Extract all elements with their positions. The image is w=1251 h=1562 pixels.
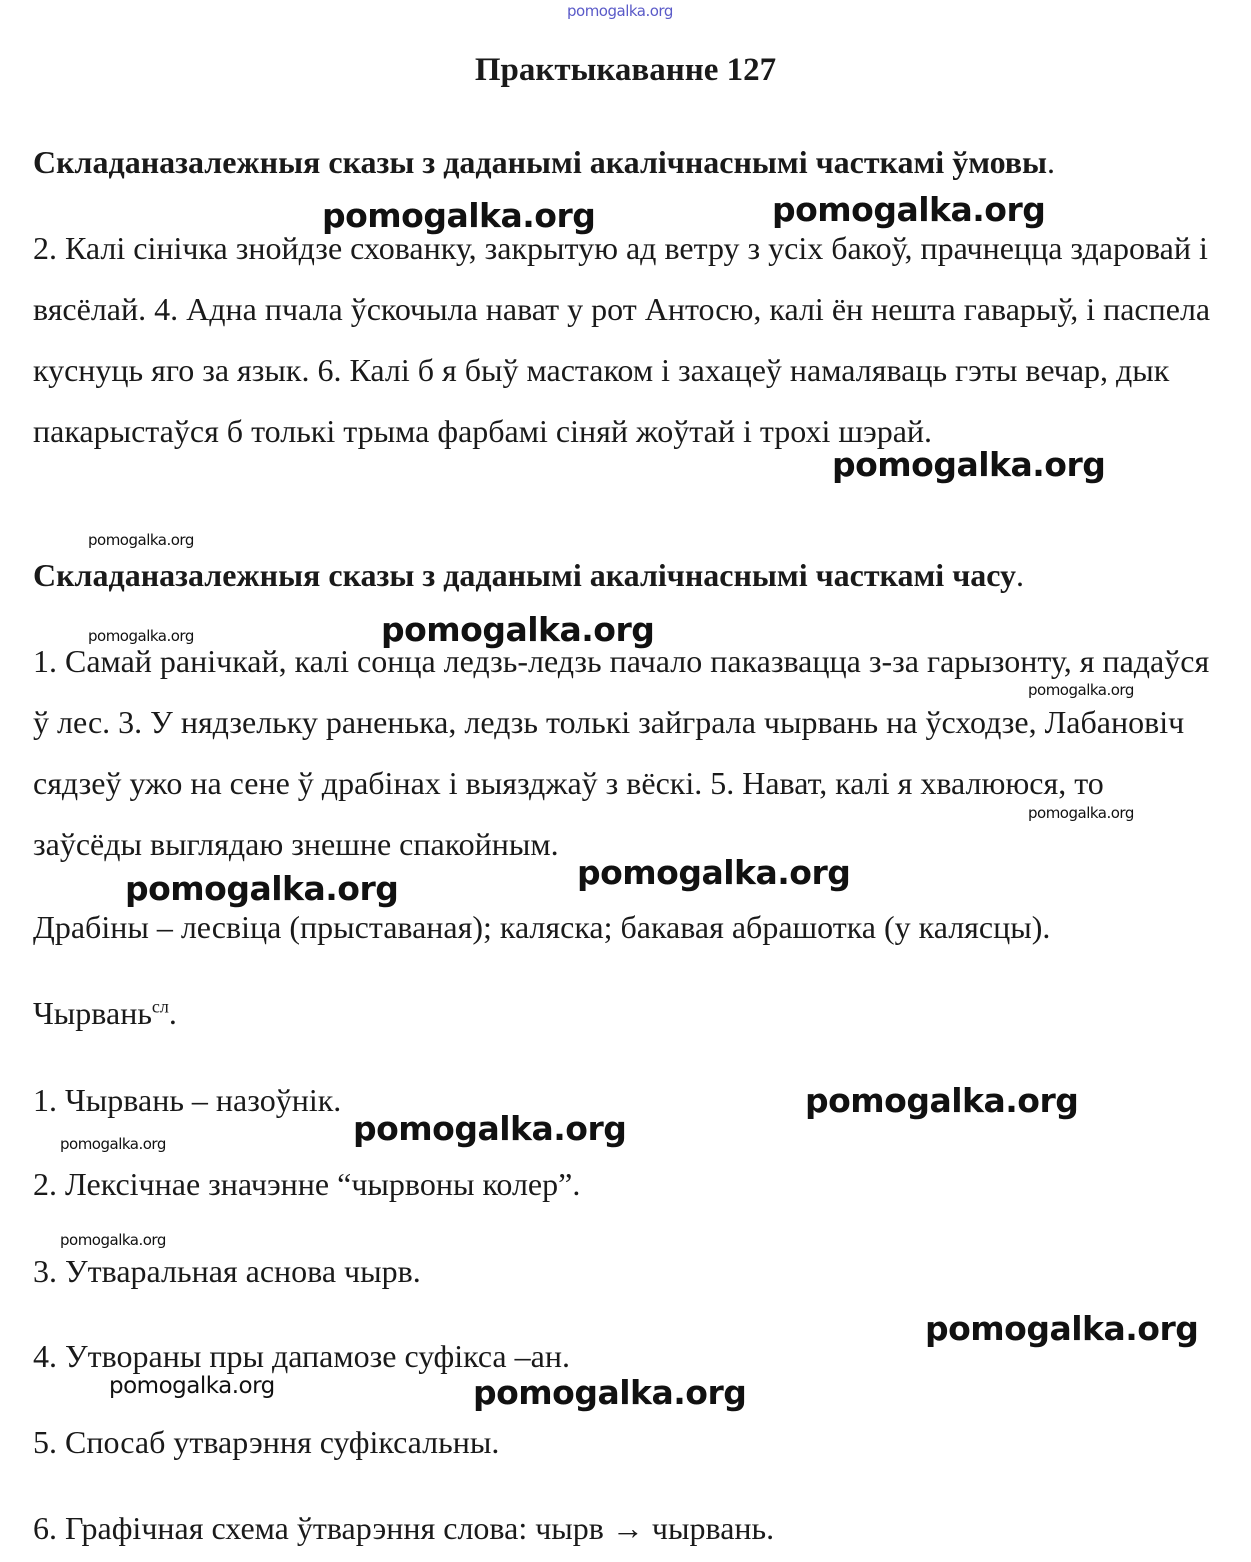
analysis-word-mark: сл bbox=[151, 996, 169, 1017]
analysis-word-text: Чырвань bbox=[33, 995, 152, 1031]
section-heading bbox=[33, 144, 1055, 181]
section-heading-text: Складаназалежныя сказы з даданымі акалічнаснымі часткамі ўмовы bbox=[33, 144, 1048, 180]
section-heading-period: . bbox=[1016, 557, 1025, 593]
watermark: pomogalka.org bbox=[353, 1109, 627, 1148]
section-heading-period: . bbox=[1047, 144, 1056, 180]
watermark: pomogalka.org bbox=[832, 445, 1106, 484]
watermark-small: pomogalka.org bbox=[109, 1373, 275, 1399]
section-text: 1. Самай ранічкай, калі сонца ледзь-ледзь пачало паказвацца з-за гарызонту, я падаўся ў лес. 3. У нядзельку раненька, ледзь толькі зайграла чырвань на ўсходзе, Лабановіч сядзеў ужо на сене ў драбінах і выязджаў з вёскі. 5. Нават, калі я хвалююся, то заўсёды выглядаю знешне спакойным. bbox=[33, 643, 1210, 862]
analysis-item: 2. Лексічнае значэнне “чырвоны колер”. bbox=[33, 1166, 581, 1202]
watermark-small: pomogalka.org bbox=[1028, 804, 1134, 822]
analysis-item: 4. Утвораны пры дапамозе суфікса –ан. bbox=[33, 1338, 570, 1374]
analysis-item: 3. Утваральная аснова чырв. bbox=[33, 1253, 421, 1289]
analysis-item: 1. Чырвань – назоўнік. bbox=[33, 1082, 342, 1118]
analysis-item: 6. Графічная схема ўтварэння слова: чырв → чырвань. bbox=[33, 1510, 775, 1546]
section-text: 2. Калі сінічка знойдзе схованку, закрытую ад ветру з усіх бакоў, прачнецца здаровай і вясёлай. 4. Адна пчала ўскочыла нават у рот Антосю, калі ён нешта гаварыў, і паспела куснуць яго за язык. 6. Калі б я быў мастаком і захацеў намаляваць гэты вечар, дык пакарыстаўся б толькі трыма фарбамі сіняй жоўтай і трохі шэрай. bbox=[33, 230, 1211, 449]
watermark-small: pomogalka.org bbox=[1028, 681, 1134, 699]
watermark-top: pomogalka.org bbox=[567, 2, 673, 20]
watermark: pomogalka.org bbox=[805, 1081, 1079, 1120]
watermark-small: pomogalka.org bbox=[60, 1135, 166, 1153]
watermark: pomogalka.org bbox=[125, 869, 399, 908]
watermark: pomogalka.org bbox=[322, 196, 596, 235]
analysis-item: 5. Спосаб утварэння суфіксальны. bbox=[33, 1424, 500, 1460]
section-heading-text: Складаназалежныя сказы з даданымі акалічнаснымі часткамі часу bbox=[33, 557, 1017, 593]
watermark: pomogalka.org bbox=[772, 190, 1046, 229]
watermark-small: pomogalka.org bbox=[88, 627, 194, 645]
analysis-word bbox=[33, 995, 177, 1032]
watermark: pomogalka.org bbox=[381, 610, 655, 649]
watermark-small: pomogalka.org bbox=[88, 531, 194, 549]
watermark: pomogalka.org bbox=[925, 1309, 1199, 1348]
watermark: pomogalka.org bbox=[577, 853, 851, 892]
definition-text: Драбіны – лесвіца (прыставаная); каляска; бакавая абрашотка (у калясцы). bbox=[33, 909, 1051, 945]
watermark-small: pomogalka.org bbox=[60, 1231, 166, 1249]
page-title: Практыкаванне 127 bbox=[474, 52, 777, 88]
analysis-word-period: . bbox=[168, 995, 177, 1031]
watermark: pomogalka.org bbox=[473, 1373, 747, 1412]
section-heading bbox=[33, 557, 1024, 594]
